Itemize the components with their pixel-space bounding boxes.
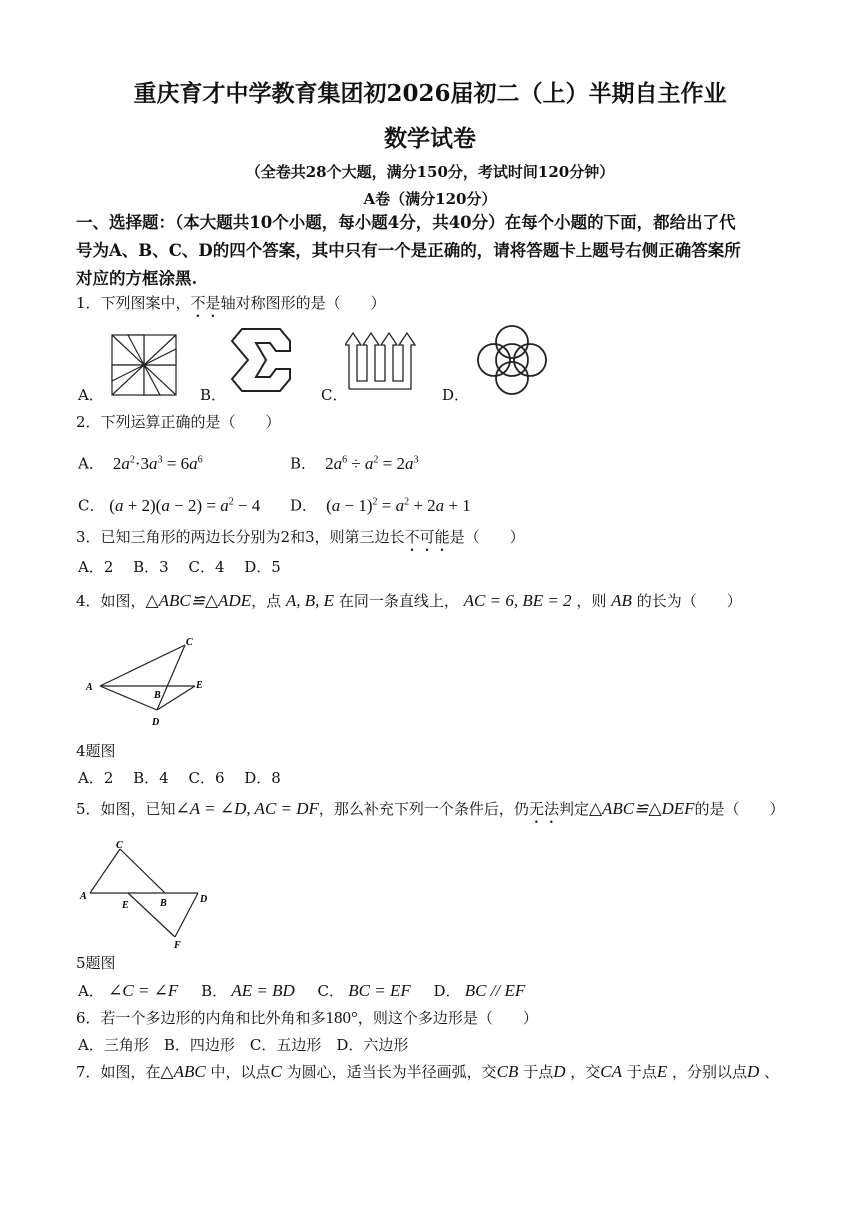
q1-figure-a-pinwheel (108, 333, 180, 397)
q4-ab: AB (611, 591, 632, 610)
q5-congruence: △ABC≌△DEF (588, 799, 695, 818)
q4-figure (82, 635, 212, 735)
q5-figure-caption: 5题图 (76, 954, 116, 972)
q1-option-a-label: A． (78, 386, 104, 404)
q4-point-b: B (154, 690, 161, 701)
question-3-stem: 3．已知三角形的两边长分别为2和3，则第三边长不可能是（ ） (76, 528, 525, 546)
q2-option-c-expr: $(a + 2)(a - 2) = a^2 - 4$ (109, 495, 261, 515)
q5-options: A． ∠C = ∠F B． AE = BD C． BC = EF D． BC // EF (78, 981, 526, 1000)
question-4-stem: 4．如图，△ABC≌△ADE，点 A, B, E 在同一条直线上， AC = 6, BE = 2 ，则 AB 的长为（ ） (76, 591, 742, 610)
q2-option-b: B． $2a^6 \div a^2 = 2a^3$ (290, 453, 419, 473)
q4-point-e: E (196, 680, 203, 691)
q4-options: A．2 B．4 C．6 D．8 (78, 769, 281, 787)
emphasis-not: 不是 (190, 294, 221, 312)
q4-points: A, B, E (285, 591, 335, 610)
q5-option-b: AE = BD (227, 981, 295, 1000)
q5-option-c: BC = EF (344, 981, 411, 1000)
q2-option-b-expr: $2a^6 \div a^2 = 2a^3$ (320, 453, 419, 473)
part1-instructions-line1: 一、选择题：（本大题共10个小题，每小题4分，共40分）在每个小题的下面，都给出了代 (76, 213, 736, 232)
q5-option-a: ∠C = ∠F (103, 981, 179, 1000)
q5-point-c: C (116, 840, 123, 851)
q6-options: A．三角形 B．四边形 C．五边形 D．六边形 (78, 1036, 409, 1054)
question-6-stem: 6．若一个多边形的内角和比外角和多180°，则这个多边形是（ ） (76, 1008, 538, 1027)
q5-point-a: A (80, 891, 87, 902)
question-2-stem: 2．下列运算正确的是（ ） (76, 413, 281, 431)
part1-instructions-line3: 对应的方框涂黑. (76, 269, 198, 288)
q1-option-b-label: B． (200, 386, 227, 404)
exam-info: （全卷共28个大题，满分150分，考试时间120分钟） (245, 163, 615, 181)
q6-degree: 180° (325, 1008, 358, 1027)
q1-option-c-label: C． (321, 386, 348, 404)
q4-congruence: △ABC≌△ADE (145, 591, 252, 610)
question-7-stem: 7．如图，在△ABC 中，以点C 为圆心，适当长为半径画弧，交CB 于点D ，交CA 于点E ，分别以点D 、 (76, 1062, 780, 1081)
q4-point-d: D (152, 717, 160, 728)
q4-figure-caption: 4题图 (76, 742, 116, 760)
q5-point-b: B (160, 898, 167, 909)
emphasis-cannot: 不可能 (404, 528, 450, 546)
q5-point-f: F (174, 940, 181, 950)
q2-option-c: C． $(a + 2)(a - 2) = a^2 - 4$ (78, 495, 261, 515)
question-5-stem: 5．如图，已知∠A = ∠D, AC = DF，那么补充下列一个条件后，仍无法判定△ABC≌△DEF的是（ ） (76, 799, 785, 818)
q1-figure-d-flower (474, 324, 550, 396)
q2-option-a-expr: $2a^2\cdot 3a^3 = 6a^6$ (108, 453, 203, 473)
exam-title: 重庆育才中学教育集团初2026届初二（上）半期自主作业 (133, 80, 727, 107)
q4-given: AC = 6, BE = 2 (463, 591, 572, 610)
section-a-heading: A卷（满分120分） (363, 190, 497, 208)
q3-options: A．2 B．3 C．4 D．5 (78, 558, 281, 576)
q2-option-a: A． $2a^2\cdot 3a^3 = 6a^6$ (78, 453, 203, 473)
q2-option-d: D． $(a - 1)^2 = a^2 + 2a + 1$ (290, 495, 471, 515)
emphasis-cannot-determine: 无法 (528, 800, 559, 818)
q4-point-a: A (86, 682, 93, 693)
q4-point-c: C (186, 637, 193, 648)
q5-option-d: BC // EF (460, 981, 526, 1000)
q1-figure-c-trident (345, 329, 417, 391)
q5-given: ∠A = ∠D, AC = DF (175, 799, 319, 818)
q1-option-d-label: D． (442, 386, 470, 404)
q5-point-d: D (200, 894, 208, 905)
exam-subtitle: 数学试卷 (384, 125, 476, 152)
question-1-stem: 1．下列图案中，不是轴对称图形的是（ ） (76, 294, 386, 312)
q1-figure-b-sigma (230, 327, 292, 393)
part1-instructions-line2: 号为A、B、C、D的四个答案，其中只有一个是正确的，请将答题卡上题号右侧正确答案所 (76, 241, 741, 260)
q2-option-d-expr: $(a - 1)^2 = a^2 + 2a + 1$ (321, 495, 471, 515)
q5-point-e: E (122, 900, 129, 911)
q5-figure (78, 838, 218, 950)
